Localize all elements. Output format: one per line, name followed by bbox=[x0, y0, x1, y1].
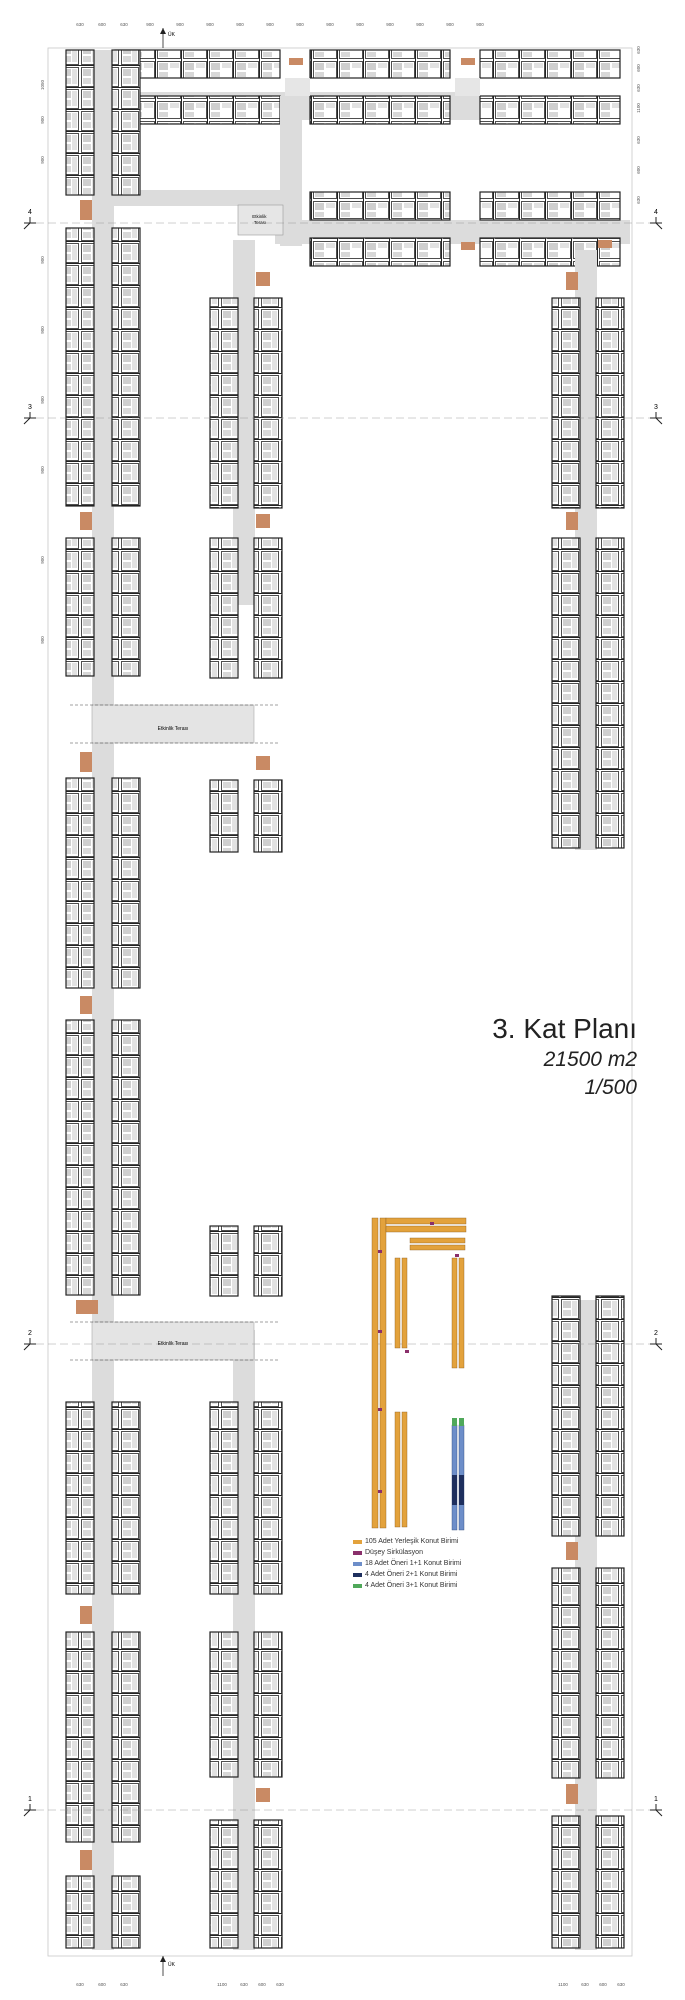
stair-core bbox=[461, 242, 475, 250]
dimension-label: 630 bbox=[76, 22, 84, 27]
west-wing bbox=[66, 50, 140, 1950]
dimension-labels-top bbox=[76, 22, 484, 27]
dimension-label: 630 bbox=[581, 1982, 589, 1987]
dimension-labels-bottom bbox=[76, 1982, 625, 1987]
dimension-label: 900 bbox=[40, 326, 45, 334]
legend-item bbox=[353, 1547, 553, 1558]
legend-swatch bbox=[353, 1551, 362, 1555]
dimension-label: 600 bbox=[98, 22, 106, 27]
dimension-label: 630 bbox=[276, 1982, 284, 1987]
legend-swatch bbox=[353, 1540, 362, 1544]
section-marker-3-left: 3 bbox=[28, 404, 32, 411]
north-marker-top bbox=[160, 28, 176, 48]
dimension-labels-left bbox=[40, 79, 45, 643]
stair-core bbox=[566, 272, 578, 290]
dimension-label: 630 bbox=[636, 136, 641, 144]
section-marker-1-right: 1 bbox=[654, 1796, 658, 1803]
dimension-label: 600 bbox=[636, 64, 641, 72]
dimension-label: 630 bbox=[76, 1982, 84, 1987]
stair-core bbox=[461, 58, 475, 65]
section-marker-1-left: 1 bbox=[28, 1796, 32, 1803]
stair-core bbox=[80, 512, 92, 530]
dimension-label: 630 bbox=[120, 1982, 128, 1987]
dimension-label: 900 bbox=[416, 22, 424, 27]
section-marker-4-left: 4 bbox=[28, 209, 32, 216]
dimension-label: 900 bbox=[356, 22, 364, 27]
dimension-label: 900 bbox=[40, 636, 45, 644]
dimension-label: 900 bbox=[476, 22, 484, 27]
dimension-label: 900 bbox=[296, 22, 304, 27]
legend-label: 18 Adet Öneri 1+1 Konut Birimi bbox=[365, 1560, 462, 1567]
legend-item bbox=[353, 1536, 553, 1547]
stair-core bbox=[256, 756, 270, 770]
dimension-label: 600 bbox=[98, 1982, 106, 1987]
svg-text:ÜK: ÜK bbox=[168, 1962, 175, 1968]
stair-core bbox=[80, 200, 92, 220]
dimension-label: 1100 bbox=[558, 1982, 568, 1987]
dimension-label: 1100 bbox=[217, 1982, 227, 1987]
stair-core bbox=[256, 1788, 270, 1802]
legend-swatch bbox=[353, 1584, 362, 1588]
terrace-label-lower: Etkinlik Terası bbox=[157, 1341, 189, 1347]
stair-core bbox=[256, 514, 270, 528]
plan-scale: 1/500 bbox=[584, 1076, 637, 1099]
dimension-label: 600 bbox=[258, 1982, 266, 1987]
dimension-label: 900 bbox=[266, 22, 274, 27]
title-block bbox=[492, 1012, 637, 1102]
dimension-label: 630 bbox=[636, 84, 641, 92]
dimension-label: 600 bbox=[599, 1982, 607, 1987]
dimension-label: 900 bbox=[446, 22, 454, 27]
dimension-label: 900 bbox=[40, 466, 45, 474]
stair-core bbox=[80, 1850, 92, 1870]
legend-label: Düşey Sirkülasyon bbox=[365, 1549, 423, 1556]
legend-label: 4 Adet Öneri 2+1 Konut Birimi bbox=[365, 1571, 458, 1578]
legend-item bbox=[353, 1569, 553, 1580]
dimension-label: 900 bbox=[386, 22, 394, 27]
section-marker-2-right: 2 bbox=[654, 1330, 658, 1337]
stair-core bbox=[80, 752, 92, 772]
section-marker-3-right: 3 bbox=[654, 404, 658, 411]
dimension-label: 630 bbox=[636, 46, 641, 54]
stair-core bbox=[80, 996, 92, 1014]
legend bbox=[353, 1536, 553, 1591]
stair-core bbox=[566, 1784, 578, 1804]
dimension-label: 600 bbox=[636, 166, 641, 174]
dimension-label: 630 bbox=[636, 196, 641, 204]
dimension-label: 630 bbox=[240, 1982, 248, 1987]
stair-core bbox=[80, 1606, 92, 1624]
stair-core bbox=[289, 58, 303, 65]
svg-text:ÜK: ÜK bbox=[168, 32, 175, 38]
corridor bbox=[92, 50, 114, 1950]
legend-label: 105 Adet Yerleşik Konut Birimi bbox=[365, 1538, 459, 1545]
north-marker-bottom bbox=[160, 1956, 176, 1976]
stair-core bbox=[256, 272, 270, 286]
activity-terrace bbox=[92, 705, 254, 743]
dimension-label: 1100 bbox=[636, 103, 641, 113]
legend-item bbox=[353, 1580, 553, 1591]
legend-swatch bbox=[353, 1562, 362, 1566]
dimension-label: 900 bbox=[40, 256, 45, 264]
dimension-label: 900 bbox=[206, 22, 214, 27]
stair-core bbox=[566, 512, 578, 530]
section-marker-4-right: 4 bbox=[654, 209, 658, 216]
dimension-label: 900 bbox=[40, 556, 45, 564]
dimension-labels-right bbox=[636, 46, 641, 204]
section-marker-2-left: 2 bbox=[28, 1330, 32, 1337]
plan-title: 3. Kat Planı bbox=[492, 1013, 637, 1044]
dimension-label: 900 bbox=[176, 22, 184, 27]
dimension-label: 900 bbox=[40, 396, 45, 404]
north-wing bbox=[115, 50, 630, 266]
dimension-label: 900 bbox=[40, 116, 45, 124]
dimension-label: 630 bbox=[120, 22, 128, 27]
stair-core bbox=[598, 240, 612, 248]
dimension-label: 900 bbox=[40, 156, 45, 164]
dimension-label: 900 bbox=[236, 22, 244, 27]
dimension-label: 1050 bbox=[40, 79, 45, 91]
middle-wing bbox=[210, 240, 282, 1950]
legend-label: 4 Adet Öneri 3+1 Konut Birimi bbox=[365, 1582, 458, 1589]
terrace-label-upper: Etkinlik Terası bbox=[252, 214, 267, 225]
terrace-label-middle: Etkinlik Terası bbox=[157, 726, 189, 732]
stair-core bbox=[566, 1542, 578, 1560]
dimension-label: 900 bbox=[146, 22, 154, 27]
legend-item bbox=[353, 1558, 553, 1569]
legend-swatch bbox=[353, 1573, 362, 1577]
key-plan bbox=[372, 1218, 466, 1530]
dimension-label: 900 bbox=[326, 22, 334, 27]
stair-core bbox=[76, 1300, 98, 1314]
dimension-label: 630 bbox=[617, 1982, 625, 1987]
plan-area: 21500 m2 bbox=[543, 1048, 637, 1071]
